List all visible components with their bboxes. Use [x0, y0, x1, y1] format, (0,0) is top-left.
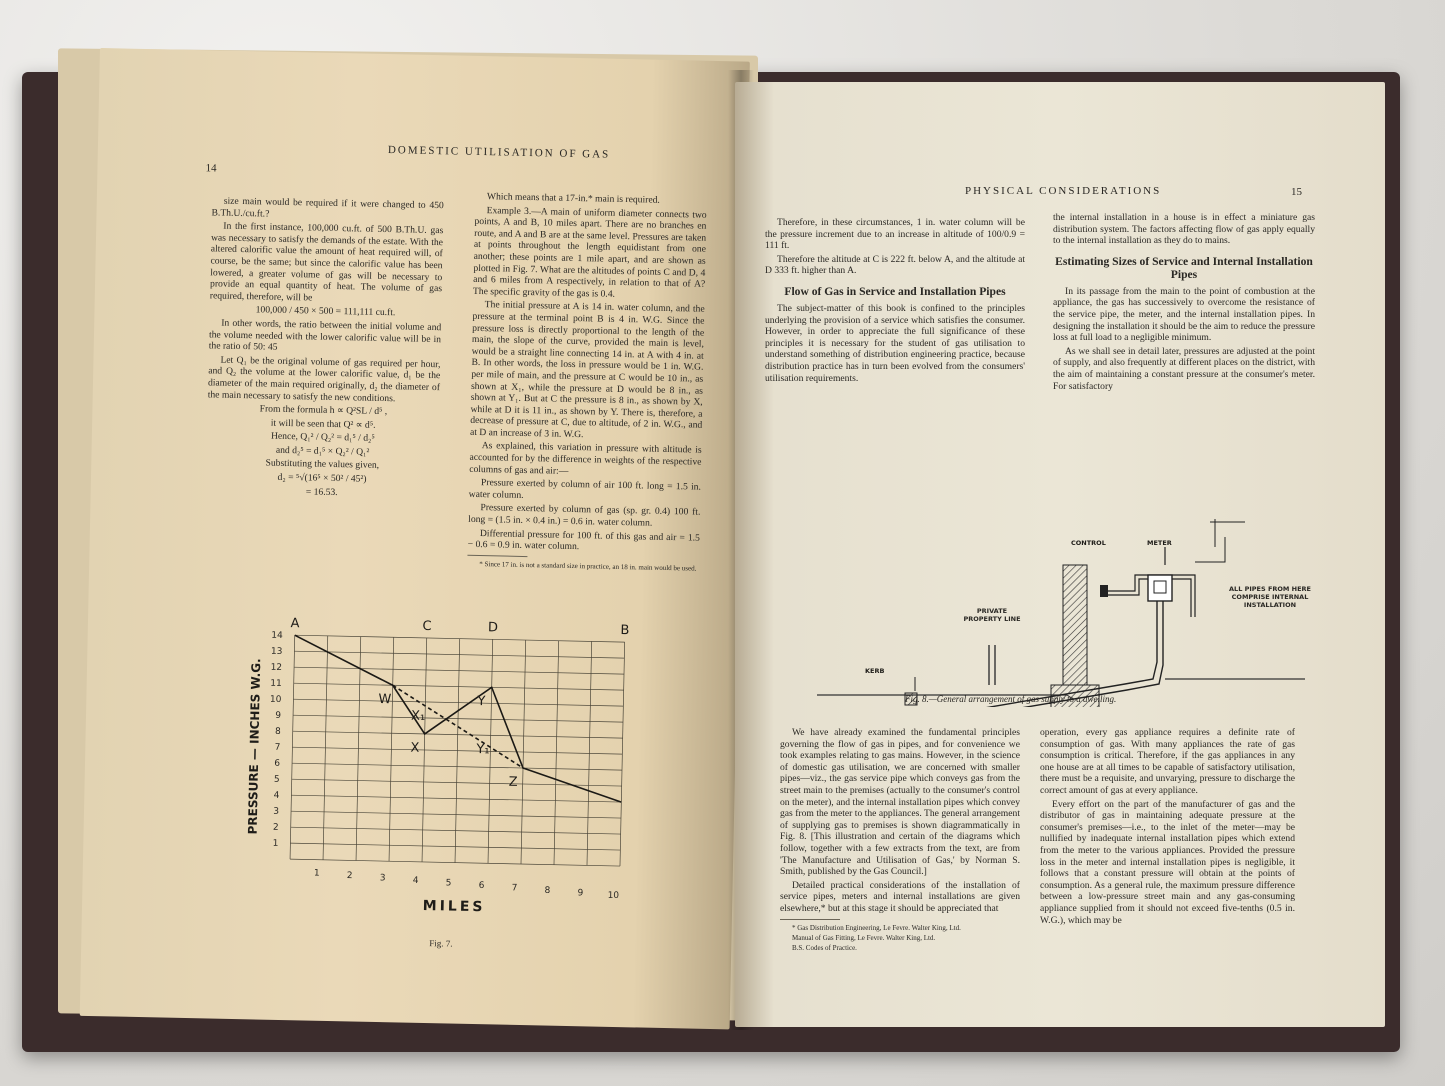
- running-head: PHYSICAL CONSIDERATIONS: [965, 185, 1162, 197]
- top-label: B: [620, 623, 630, 639]
- x-tick-label: 8: [544, 885, 551, 897]
- paragraph: it will be seen that Q² ∝ d⁵.: [270, 417, 376, 431]
- y-tick-label: 2: [272, 822, 279, 833]
- paragraph: Therefore the altitude at C is 222 ft. below A, and the altitude at D 333 ft. higher than A.: [765, 253, 1025, 277]
- paragraph: In the first instance, 100,000 cu.ft. of 500 B.Th.U. gas was necessary to satisfy the demands of the estate. With the altered calorific value the amount of heat required will, of course, be the same; but since the calorific value has been lowered, a greater volume of gas will be necessary to provide an equal quantity of heat. The volume of gas required, therefore, will be: [209, 220, 444, 304]
- top-label: D: [487, 620, 499, 636]
- y-tick-label: 5: [273, 774, 280, 785]
- point-label: W: [378, 691, 392, 708]
- x-tick-label: 6: [478, 880, 485, 892]
- control-label: CONTROL: [1071, 539, 1106, 547]
- paragraph: d₂ = ⁵√(16⁵ × 50² / 45²): [277, 471, 367, 485]
- gas-supply-diagram: [805, 447, 1325, 707]
- footnote: * Since 17 in. is not a standard size in practice, an 18 in. main would be used.: [479, 559, 697, 573]
- paragraph: In its passage from the main to the point of combustion at the appliance, the gas has successively to overcome the resistance of the service pipe, the meter, and the internal installation pipes. In designing the installation it should be the aim to reduce the pressure loss at full load to a negligible minimum.: [1053, 285, 1315, 344]
- meter-icon: [1148, 575, 1172, 601]
- paragraph: Substituting the values given,: [265, 458, 380, 472]
- x-tick-label: 9: [577, 888, 584, 899]
- point-label: Y: [477, 694, 486, 710]
- paragraph: The subject-matter of this book is confined to the principles underlying the provision of a service which satisfies the consumer. However, in order to appreciate the full significance of these principles it is necessary for the student of gas utilisation to understand something of distribution engineering practice, because distribution practice has in turn been evolved from the consumers' utilisation requirements.: [765, 302, 1025, 384]
- y-tick-label: 1: [272, 838, 279, 849]
- left-column-1: [206, 195, 444, 502]
- footnote-rule: [467, 555, 527, 557]
- x-tick-label: 3: [379, 873, 386, 884]
- point-label: X₁: [410, 708, 426, 724]
- paragraph: Therefore, in these circumstances, 1 in. water column will be the pressure increment due to an increase in altitude of 100/0.9 = 111 ft.: [765, 217, 1025, 252]
- footnote: * Gas Distribution Engineering, Le Fevre. Walter King, Ltd.: [792, 923, 961, 932]
- point-label: X: [410, 740, 420, 756]
- left-page: [80, 48, 750, 1029]
- left-column-2: [467, 191, 707, 575]
- paragraph: Pressure exerted by column of gas (sp. gr. 0.4) 100 ft. long = (1.5 in. × 0.4 in.) = 0.6 in. water column.: [468, 502, 701, 529]
- paragraph: In other words, the ratio between the initial volume and the volume needed with the lower calorific value will be in the ratio of 50: 45: [208, 317, 442, 353]
- property-line-label: PRIVATE PROPERTY LINE: [963, 607, 1021, 623]
- y-axis-title: PRESSURE — INCHES W.G.: [245, 658, 264, 835]
- y-tick-label: 10: [269, 694, 282, 705]
- running-head: DOMESTIC UTILISATION OF GAS: [387, 144, 611, 161]
- y-tick-label: 9: [275, 710, 282, 721]
- section-heading: Estimating Sizes of Service and Internal Installation Pipes: [1055, 254, 1313, 281]
- footnote: B.S. Codes of Practice.: [792, 943, 857, 952]
- section-heading: Flow of Gas in Service and Installation Pipes: [784, 284, 1006, 298]
- y-tick-label: 14: [271, 630, 283, 641]
- right-page: [735, 82, 1385, 1027]
- paragraph: As we shall see in detail later, pressures are adjusted at the point of supply, and also frequently at different places on the district, with the aim of maintaining a constant pressure at the consumer's meter. For satisfactory: [1053, 345, 1315, 392]
- meter-assembly: [1100, 519, 1245, 617]
- paragraph: size main would be required if it were changed to 450 B.Th.U./cu.ft.?: [211, 195, 444, 220]
- y-tick-label: 13: [270, 646, 283, 657]
- paragraph: Example 3.—A main of uniform diameter connects two points, A and B, 10 miles apart. There are no branches en route, and A and B are at the same level. Pressures are taken at points throughout the length equidistant from one another; these points are 1 mile apart, and are shown as plotted in Fig. 7. What are the altitudes of points C and D, 4 and 6 miles from A respectively, in relation to that of A? The specific gravity of the gas is 0.4.: [472, 204, 707, 300]
- property-line-post: [989, 645, 995, 685]
- top-label: C: [422, 618, 432, 635]
- paragraph: As explained, this variation in pressure with altitude is accounted for by the difference in weights of the respective columns of gas and air:—: [469, 440, 702, 477]
- paragraph: From the formula h ∝ Q²SL / d⁵ ,: [259, 403, 388, 418]
- paragraph: = 16.53.: [305, 486, 338, 498]
- paragraph: Differential pressure for 100 ft. of this gas and air = 1.5 − 0.6 = 0.9 in. water column.: [467, 527, 700, 553]
- footnote-rule: [780, 919, 840, 920]
- paragraph: the internal installation in a house is in effect a miniature gas distribution system. The factors affecting flow of gas apply equally to the internal installation as they do to mains.: [1053, 212, 1315, 247]
- y-tick-label: 11: [270, 678, 282, 689]
- y-tick-label: 3: [273, 806, 280, 817]
- paragraph: Every effort on the part of the manufacturer of gas and the distributor of gas in maintaining adequate pressure at the consumer's premises—i.e., to the inlet of the meter—may be nullified by inadequate internal installation pipes which extend from the meter to the various appliances. Provided the pressure loss in the meter and internal installation pipes is negligible, it follows that a constant pressure will obtain at the points of consumption. As a general rule, the maximum pressure difference between a low-pressure street main and any gas-consuming appliance supplied from it should not exceed five-tenths (0.5 in. W.G.), which may be: [1040, 798, 1295, 926]
- control-valve-icon: [1100, 585, 1108, 597]
- x-axis-title: MILES: [422, 897, 486, 916]
- point-label: Z: [508, 774, 518, 790]
- y-tick-label: 4: [273, 790, 280, 801]
- right-column-2-top: [1053, 212, 1315, 394]
- paragraph: Which means that a 17-in.* main is required.: [486, 191, 660, 206]
- paragraph: Detailed practical considerations of the installation of service pipes, meters and internal installations are given elsewhere,* but at this stage it should be appreciated that: [780, 879, 1020, 914]
- figure-7-caption: Fig. 7.: [429, 938, 453, 949]
- y-tick-label: 7: [274, 742, 281, 753]
- paragraph: Pressure exerted by column of air 100 ft. long = 1.5 in. water column.: [468, 477, 702, 501]
- x-tick-label: 5: [445, 878, 452, 889]
- page-number: 15: [1291, 186, 1302, 198]
- x-tick-label: 7: [511, 883, 518, 894]
- x-tick-label: 10: [607, 890, 620, 902]
- right-column-1-top: [765, 217, 1025, 386]
- paragraph: 100,000 / 450 × 500 = 111,111 cu.ft.: [255, 304, 396, 319]
- house-wall: [1045, 565, 1105, 707]
- x-tick-label: 4: [412, 875, 419, 887]
- paragraph: operation, every gas appliance requires a definite rate of consumption of gas. With many appliances the rate of gas consumption is critical. Therefore, if the gas appliances in any one house are at all times to be capable of satisfactory utilisation, there must be a requisite, and unvarying, pressure to discharge the correct amount of gas at every appliance.: [1040, 727, 1295, 796]
- pressure-chart: [237, 606, 663, 925]
- internal-installation-label: ALL PIPES FROM HERE COMPRISE INTERNAL INSTALLATION: [1229, 585, 1311, 609]
- x-tick-label: 1: [313, 868, 320, 879]
- paragraph: We have already examined the fundamental principles governing the flow of gas in pipes, and for convenience we took examples relating to gas mains. However, in the science of domestic gas utilisation, we are concerned with smaller pipes—viz., the gas service pipe which conveys gas from the street main to the premises (actually to the consumer's control on the meter), and the internal installation pipes which convey gas from the meter to the appliances. The general arrangement of supplying gas to premises is shown diagrammatically in Fig. 8. [This illustration and certain of the diagrams which follow, together with a few extracts from the text, are from 'The Manufacture and Utilisation of Gas,' by Norman S. Smith, published by the Gas Council.]: [780, 727, 1020, 878]
- right-column-1-bottom: [780, 727, 1020, 954]
- y-tick-label: 8: [274, 726, 281, 737]
- paragraph: Hence, Q₁² / Q₂² = d₁⁵ / d₂⁵: [270, 430, 375, 445]
- figure-8-caption: Fig. 8.—General arrangement of gas supply to a dwelling.: [905, 694, 1117, 704]
- y-tick-label: 12: [270, 662, 283, 673]
- y-tick-label: 6: [274, 758, 281, 769]
- point-label: Y₁: [476, 742, 490, 758]
- page-number: 14: [205, 162, 217, 175]
- x-tick-label: 2: [346, 870, 353, 882]
- footnote: Manual of Gas Fitting, Le Fevre. Walter King, Ltd.: [792, 933, 936, 942]
- top-label: A: [290, 616, 300, 632]
- paragraph: The initial pressure at A is 14 in. water column, and the pressure at the terminal point B is 4 in. W.G. Since the pressure loss is directly proportional to the length of the main, the slope of the curve, provided the main is level, would be a straight line connecting 14 in. at A with 4 in. at B. In other words, the loss in pressure would be 1 in. W.G. per mile of main, and the pressure at C would be 10 in., as shown at X₁, while the pressure at D would be 8 in., as shown at Y₁. But at C the pressure is 8 in., as shown by X, while at D it is 11 in., as shown by Y. There is, therefore, a decrease of pressure at C, due to altitude, of 2 in. W.G., and at D an increase of 3 in. W.G.: [469, 299, 705, 441]
- paragraph: and d₂⁵ = d₁⁵ × Q₂² / Q₁²: [275, 444, 370, 458]
- paragraph: Let Q₁ be the original volume of gas required per hour, and Q₂ the volume at the lower calorific value, d₁ be the diameter of the main required originally, d₂ the diameter of the main necessary to satisfy the new conditions.: [207, 354, 441, 404]
- kerb-label: KERB: [865, 667, 885, 675]
- meter-label: METER: [1147, 539, 1172, 547]
- right-column-2-bottom: [1040, 727, 1295, 928]
